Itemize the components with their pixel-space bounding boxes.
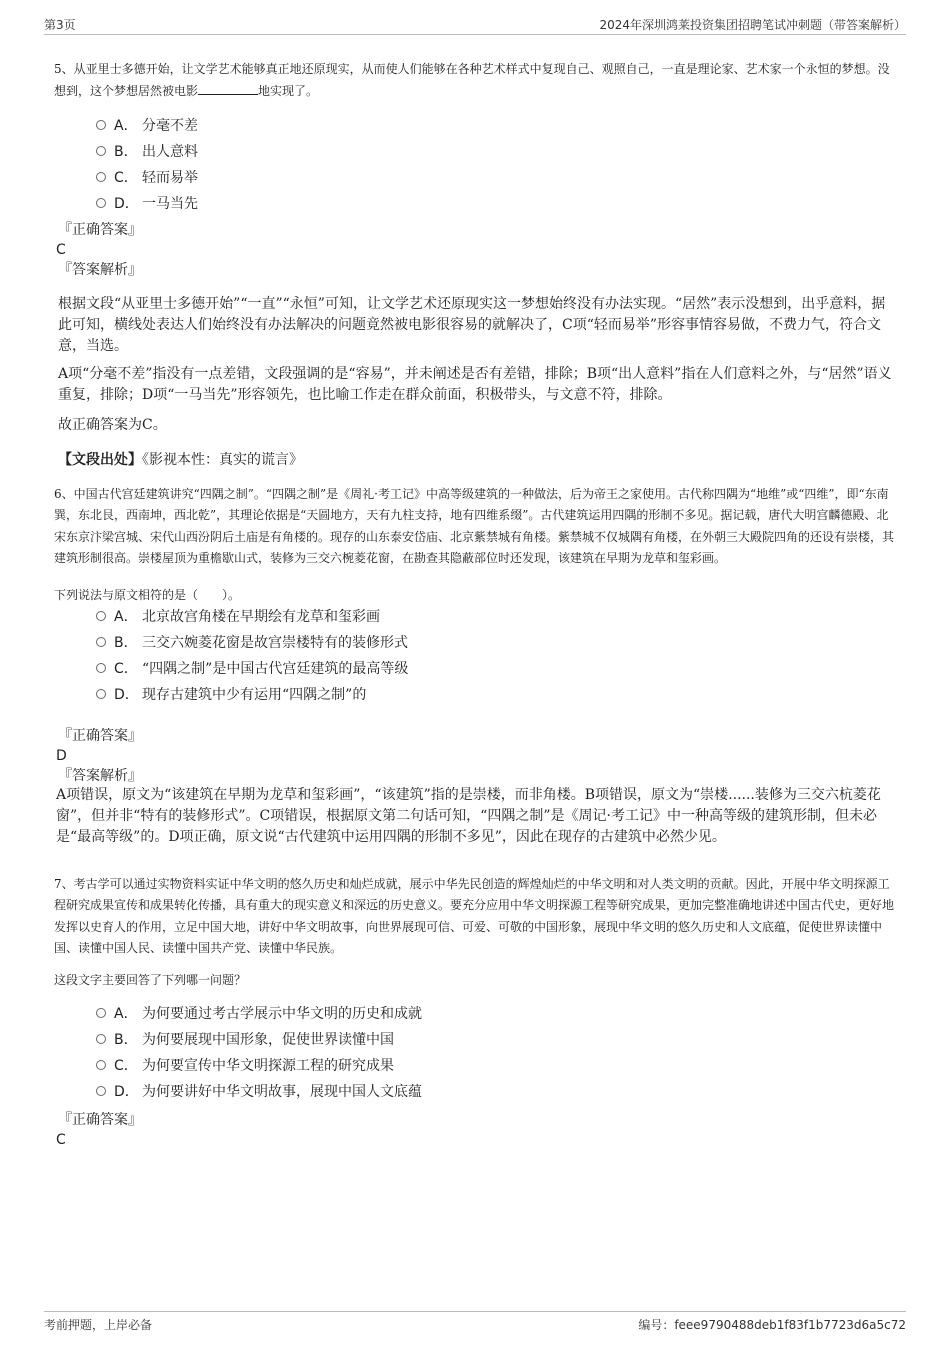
footer-slogan: 考前押题，上岸必备 — [44, 1318, 153, 1332]
document-code: 编号：feee9790488deb1f83f1b7723d6a5c72 — [638, 1318, 906, 1332]
analysis-label: 『答案解析』 — [58, 262, 142, 278]
radio-icon[interactable] — [96, 1060, 106, 1070]
option-a[interactable]: A． 为何要通过考古学展示中华文明的历史和成就 — [96, 1001, 422, 1027]
question-5-analysis-2: A项“分毫不差”指没有一点差错，文段强调的是“容易”，并未阐述是否有差错，排除；B项“出人意料”指在人们意料之外，与“居然”语义重复，排除；D项“一马当先”形容领先，也比喻工作走在群众前面，积极带头，与文意不符，排除。 — [58, 366, 892, 403]
radio-icon[interactable] — [96, 1008, 106, 1018]
radio-icon[interactable] — [96, 172, 106, 182]
question-5-answer: C — [56, 242, 66, 258]
question-6-prompt: 下列说法与原文相符的是（ ）。 — [54, 588, 241, 602]
fill-blank — [198, 82, 258, 95]
question-5-analysis-3: 故正确答案为C。 — [58, 417, 167, 433]
question-6-options — [96, 604, 408, 708]
question-5-text: 5、从亚里士多德开始，让文学艺术能够真正地还原现实，从而使人们能够在各种艺术样式中复现自己、观照自己，一直是理论家、艺术家一个永恒的梦想。没想到，这个梦想居然被电影 地实现了。 — [54, 62, 890, 98]
question-7-answer: C — [56, 1132, 66, 1148]
radio-icon[interactable] — [96, 663, 106, 673]
option-a[interactable]: A． 北京故宫角楼在早期绘有龙草和玺彩画 — [96, 604, 408, 630]
radio-icon[interactable] — [96, 1086, 106, 1096]
answer-label: 『正确答案』 — [58, 728, 142, 744]
radio-icon[interactable] — [96, 637, 106, 647]
analysis-label: 『答案解析』 — [58, 768, 142, 784]
question-6-analysis: A项错误，原文为“该建筑在早期为龙草和玺彩画”，“该建筑”指的是崇楼，而非角楼。B项错误，原文为“崇楼......装修为三交六杭菱花窗”，但并非“特有的装修形式”。C项错误，根据原文第二句话可知，“四隅之制”是《周记·考工记》中一种高等级的建筑形制，但未必是“最高等级”的。D项正确，原文说“古代建筑中运用四隅的形制不多见”，因此在现存的古建筑中必然少见。 — [56, 787, 881, 845]
answer-label: 『正确答案』 — [58, 222, 142, 238]
radio-icon[interactable] — [96, 198, 106, 208]
document-title: 2024年深圳鸿莱投资集团招聘笔试冲刺题（带答案解析） — [599, 18, 906, 32]
page-header — [44, 14, 906, 35]
question-5-analysis-1: 根据文段“从亚里士多德开始”“一直”“永恒”可知，让文学艺术还原现实这一梦想始终没有办法实现。“居然”表示没想到，出乎意料，据此可知，横线处表达人们始终没有办法解决的问题竟然被电影很容易的就解决了，C项“轻而易举”形容事情容易做，不费力气，符合文意，当选。 — [58, 296, 886, 354]
question-5-source: 【文段出处】《影视本性：真实的谎言》 — [58, 452, 303, 468]
radio-icon[interactable] — [96, 689, 106, 699]
option-d[interactable]: D． 为何要讲好中华文明故事，展现中国人文底蕴 — [96, 1079, 422, 1105]
option-b[interactable]: B． 三交六婉菱花窗是故宫崇楼特有的装修形式 — [96, 630, 408, 656]
radio-icon[interactable] — [96, 146, 106, 156]
question-7-prompt: 这段文字主要回答了下列哪一问题？ — [54, 973, 247, 987]
page-footer — [44, 1311, 906, 1332]
radio-icon[interactable] — [96, 120, 106, 130]
page-number: 第3页 — [44, 18, 76, 32]
question-6-text: 6、中国古代宫廷建筑讲究“四隅之制”。“四隅之制”是《周礼·考工记》中高等级建筑的一种做法，后为帝王之家使用。古代称四隅为“地维”或“四维”，即“东南巽，东北艮，西南坤，西北乾”，其理论依据是“天圆地方，天有九柱支持，地有四维系缀”。古代建筑运用四隅的形制不多见。据记载，唐代大明宫麟德殿、北宋东京汴梁宫城、宋代山西汾阴后土庙是有角楼的。现存的山东泰安岱庙、北京紫禁城有角楼。紫禁城不仅城隅有角楼，在外朝三大殿院四角的还设有崇楼，其建筑形制很高。崇楼屋顶为重檐歇山式，装修为三交六椀菱花窗，在勘查其隐蔽部位时还发现，该建筑在早期为龙草和玺彩画。 — [54, 487, 895, 565]
option-d[interactable]: D． 一马当先 — [96, 191, 198, 217]
radio-icon[interactable] — [96, 1034, 106, 1044]
question-7-text: 7、考古学可以通过实物资料实证中华文明的悠久历史和灿烂成就，展示中华先民创造的辉煌灿烂的中华文明和对人类文明的贡献。因此，开展中华文明探源工程研究成果宣传和成果转化传播，具有重大的现实意义和深远的历史意义。要充分应用中华文明探源工程等研究成果，更加完整准确地讲述中国古代史，更好地发挥以史育人的作用，立足中国大地，讲好中华文明故事，向世界展现可信、可爱、可敬的中国形象，展现中华文明的悠久历史和人文底蕴，促使世界读懂中国、读懂中国人民、读懂中国共产党、读懂中华民族。 — [54, 877, 895, 955]
option-a[interactable]: A． 分毫不差 — [96, 113, 198, 139]
question-5-options — [96, 113, 198, 217]
answer-label: 『正确答案』 — [58, 1112, 142, 1128]
question-7-options — [96, 1001, 422, 1105]
option-c[interactable]: C． “四隅之制”是中国古代宫廷建筑的最高等级 — [96, 656, 408, 682]
option-b[interactable]: B． 出人意料 — [96, 139, 198, 165]
option-c[interactable]: C． 轻而易举 — [96, 165, 198, 191]
option-c[interactable]: C． 为何要宣传中华文明探源工程的研究成果 — [96, 1053, 422, 1079]
option-b[interactable]: B． 为何要展现中国形象，促使世界读懂中国 — [96, 1027, 422, 1053]
question-6-answer: D — [56, 748, 67, 764]
option-d[interactable]: D． 现存古建筑中少有运用“四隅之制”的 — [96, 682, 408, 708]
radio-icon[interactable] — [96, 611, 106, 621]
